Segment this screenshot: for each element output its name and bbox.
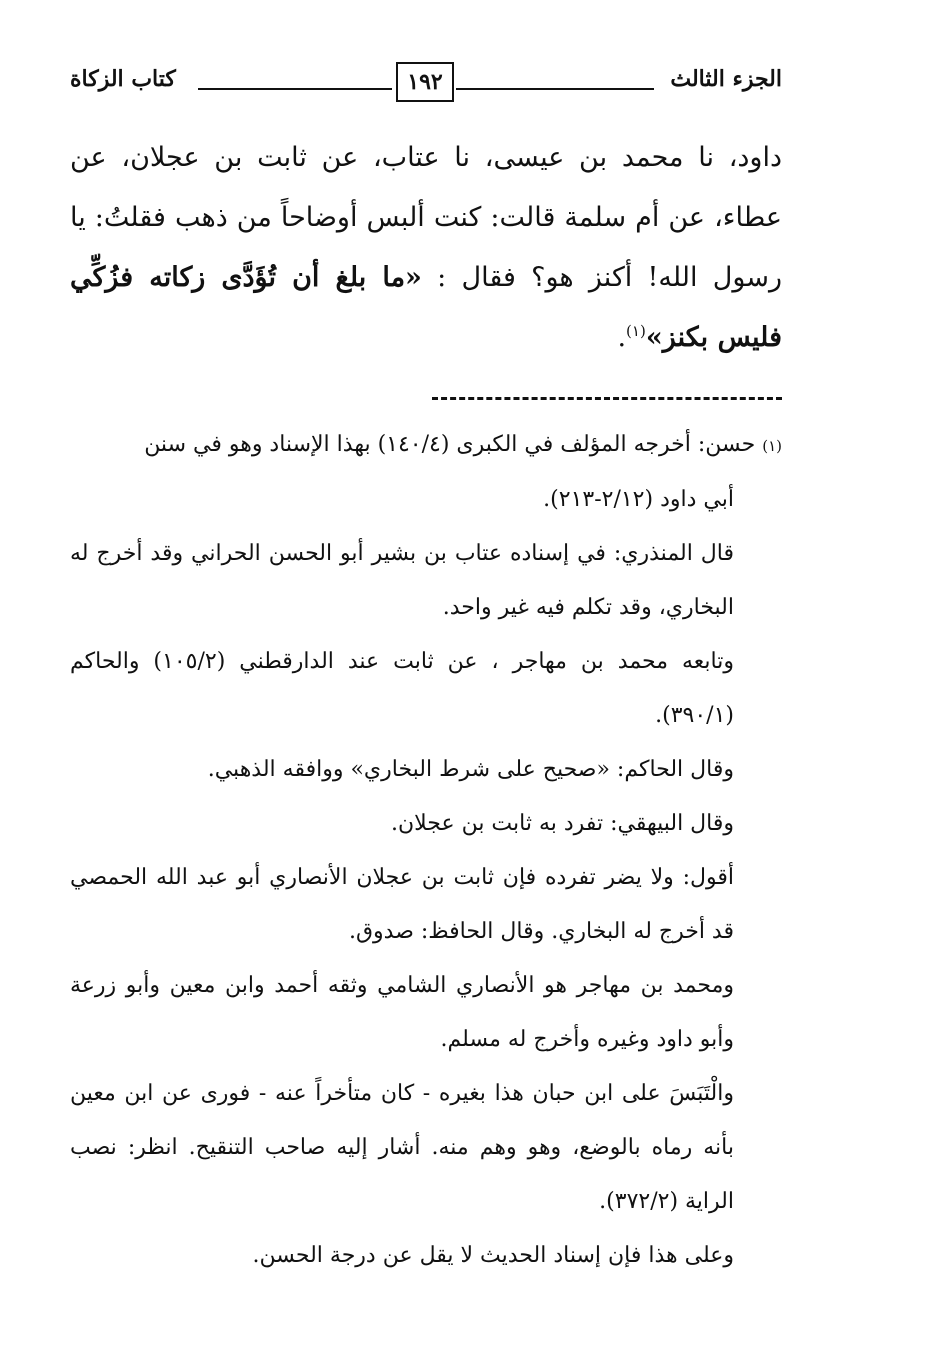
header-rule-left	[198, 88, 392, 90]
end-punctuation: .	[617, 322, 627, 353]
footnote-para-conclusion: وعلى هذا فإن إسناد الحديث لا يقل عن درجة الحسن.	[252, 1243, 734, 1268]
footnote-para-muhajir: ومحمد بن مهاجر هو الأنصاري الشامي وثقه أحمد وابن معين وأبو زرعة وأبو داود وغيره وأخرج له مسلم.	[70, 973, 734, 1052]
footnote-1-line1: حسن: أخرجه المؤلف في الكبرى (١٤٠/٤) بهذا الإسناد وهو في سنن	[144, 432, 756, 457]
footnote-1-line2: أبي داود (٢/١٢-٢١٣).	[543, 487, 734, 512]
isnad-text: داود، نا محمد بن عيسى، نا عتاب، عن ثابت بن عجلان، عن عطاء، عن أم سلمة قالت: كنت ألبس أوضاحاً من ذهب فقلتُ: يا رسول الله! أكنز هو؟ فقال :	[70, 142, 782, 293]
footnote-number: (١)	[762, 437, 782, 455]
footnote-para-mundhiri: قال المنذري: في إسناده عتاب بن بشير أبو الحسن الحراني وقد أخرج له البخاري، وقد تكلم فيه غير واحد.	[70, 541, 734, 620]
footnote-1	[70, 418, 782, 527]
footnote-para-mutabaah: وتابعه محمد بن مهاجر ، عن ثابت عند الدارقطني (١٠٥/٢) والحاكم (٣٩٠/١).	[70, 649, 734, 728]
footnote-para-aqul: أقول: ولا يضر تفرده فإن ثابت بن عجلان الأنصاري أبو عبد الله الحمصي قد أخرج له البخاري. وقال الحافظ: صدوق.	[70, 865, 734, 944]
book-title: كتاب الزكاة	[70, 66, 176, 92]
page-number: ١٩٢	[396, 62, 454, 102]
footnote-para-bayhaqi: وقال البيهقي: تفرد به ثابت بن عجلان.	[390, 811, 734, 836]
running-header	[70, 62, 782, 112]
hadith-text: «ما بلغ أن تُؤَدَّى زكاته فزُكِّي فليس بكنز»	[70, 262, 782, 353]
volume-label: الجزء الثالث	[670, 66, 782, 92]
footnotes	[70, 418, 782, 1283]
footnote-para-hakim: وقال الحاكم: «صحيح على شرط البخاري» ووافقه الذهبي.	[207, 757, 734, 782]
footnote-separator	[432, 397, 782, 400]
header-rule-right	[456, 88, 654, 90]
footnote-reference: (١)	[626, 322, 646, 340]
hadith-paragraph	[70, 128, 782, 368]
footnote-para-ibn-hibban: والْتَبَسَ على ابن حبان هذا بغيره - كان متأخراً عنه - فورى عن ابن معين بأنه رماه بالوضع، وهو وهم منه. أشار إليه صاحب التنقيح. انظر: نصب الراية (٣٧٢/٢).	[70, 1081, 734, 1214]
main-text	[70, 128, 782, 368]
